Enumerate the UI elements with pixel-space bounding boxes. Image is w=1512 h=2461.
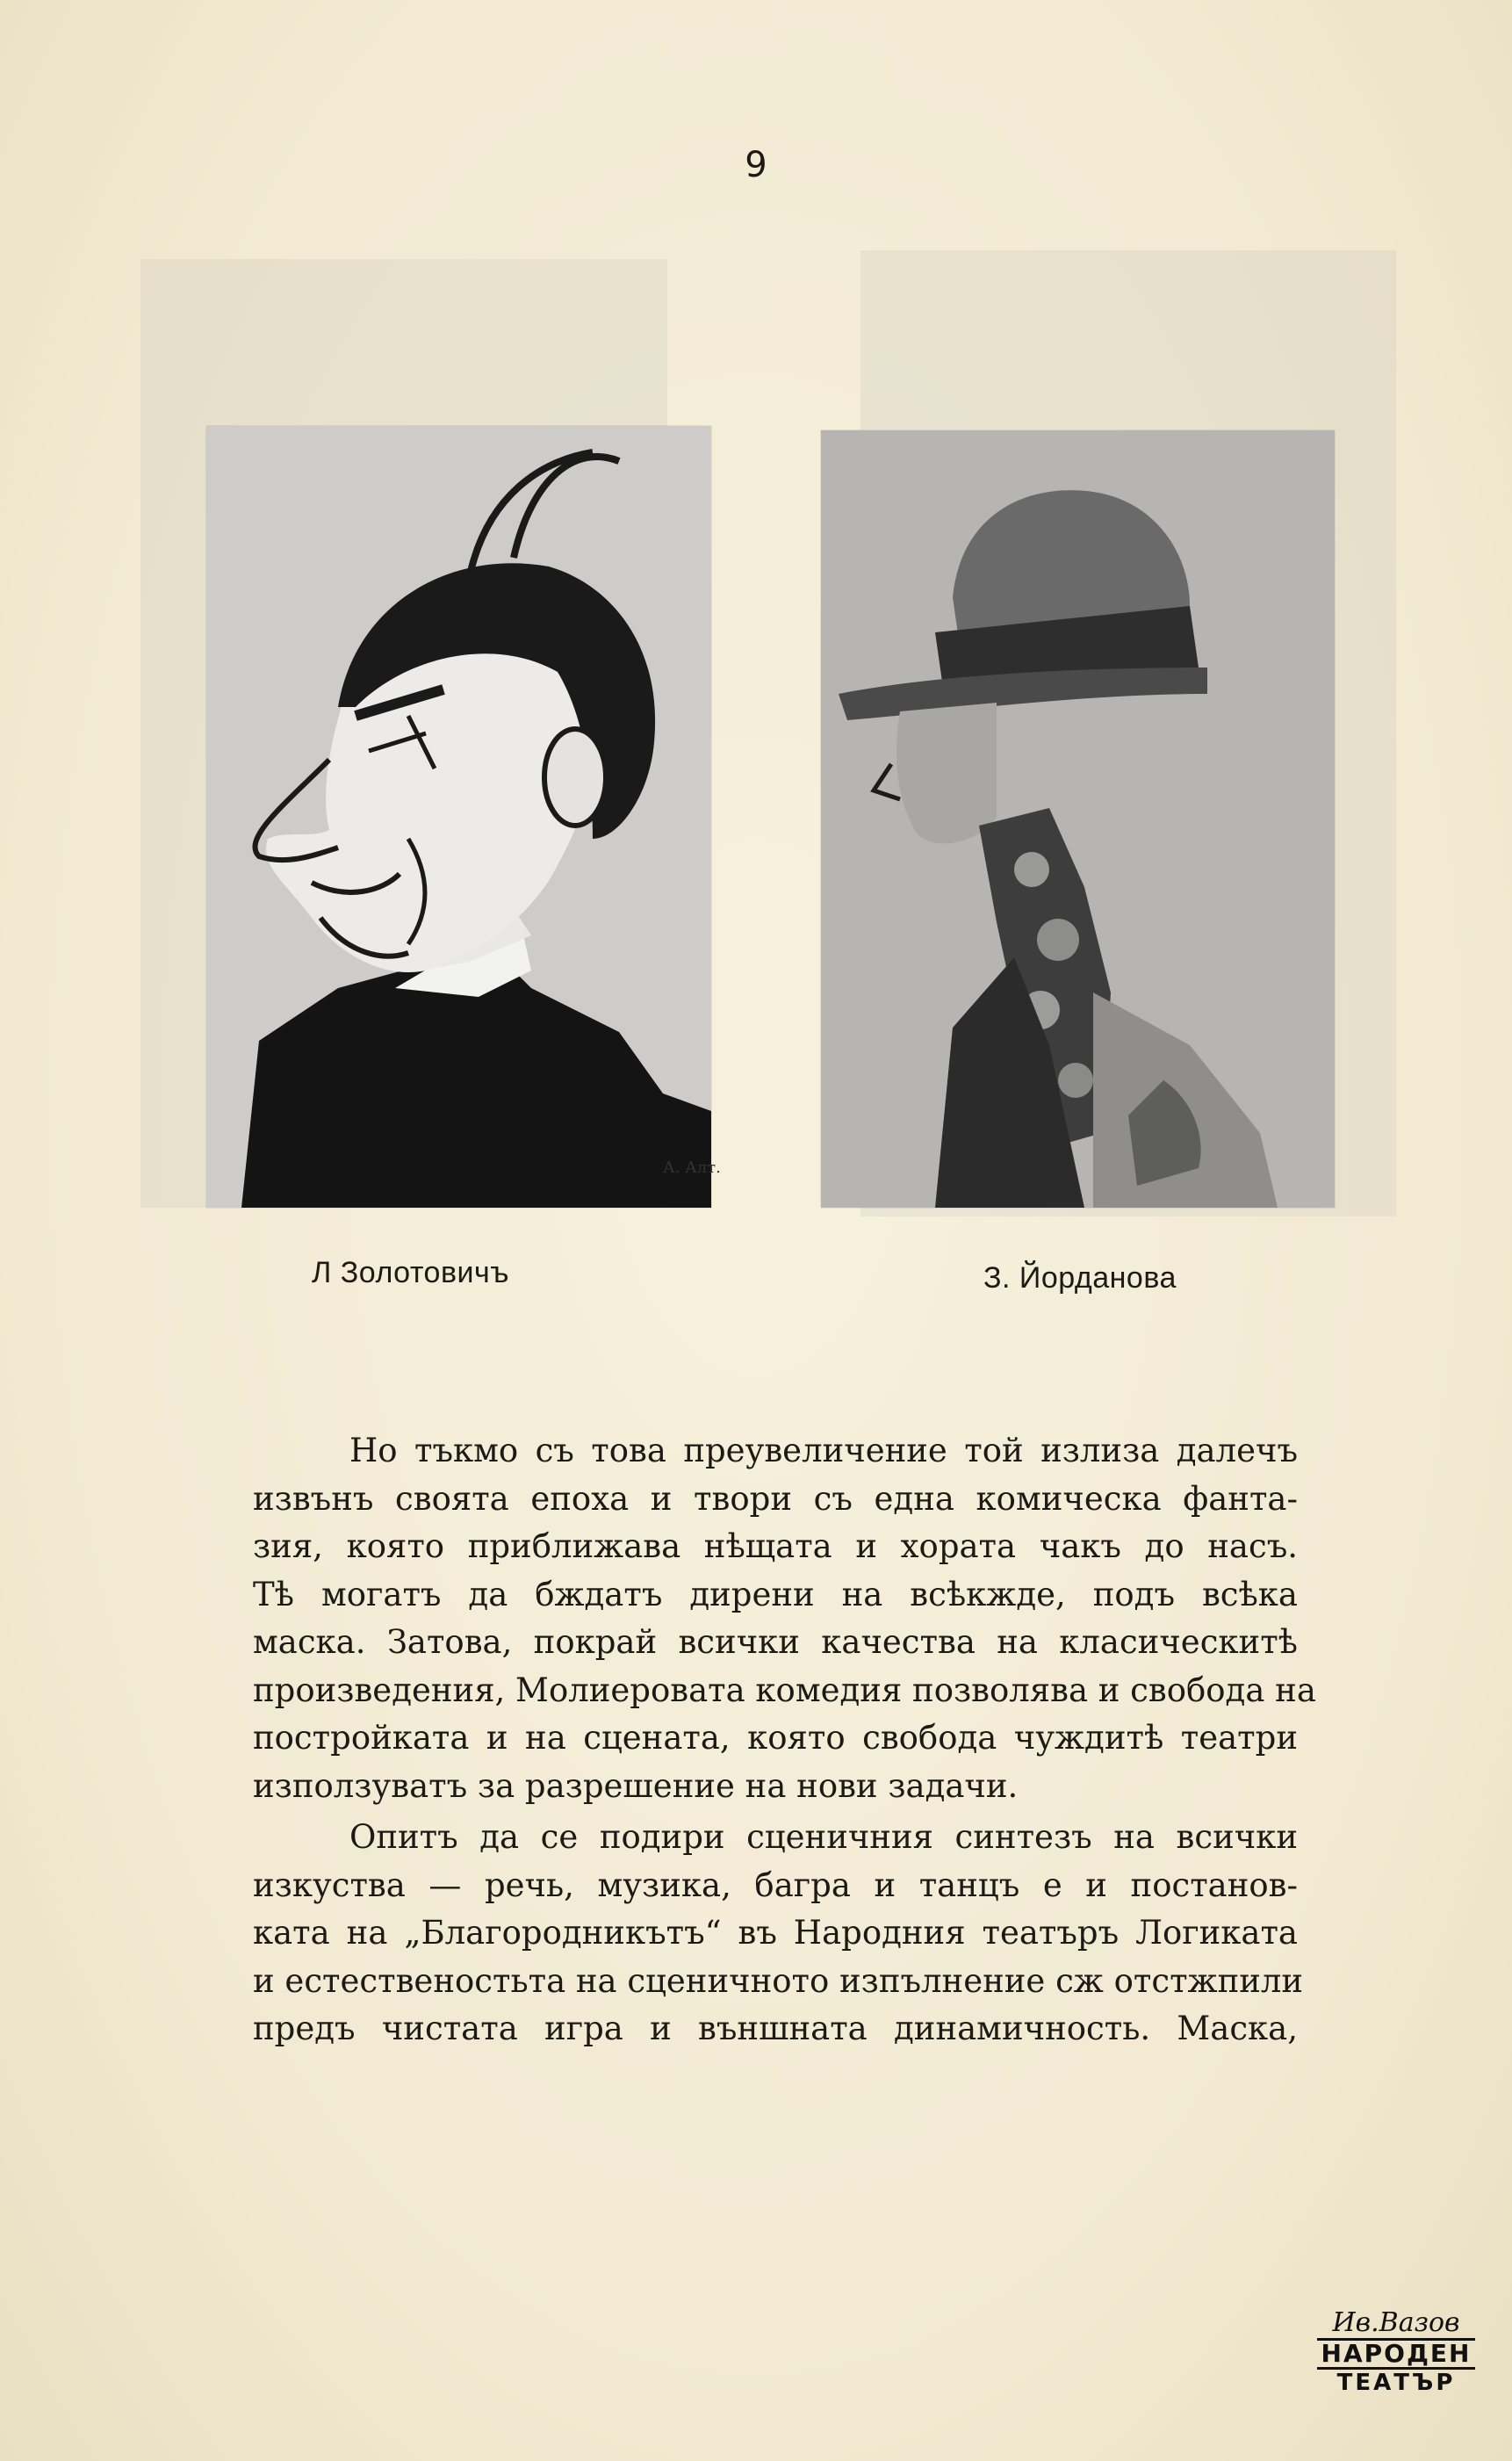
text-line: маска. Затова, покрай всички качества на класическитѣ [253,1623,1298,1661]
text-line: Опитъ да се подири сценичния синтезъ на всички [349,1818,1298,1856]
text-line: извънъ своята епоха и твори съ една комическа фанта- [253,1479,1298,1518]
text-line: постройката и на сцената, която свобода чуждитѣ театри [253,1719,1298,1757]
caricature-man-illustration [206,426,721,1208]
text-line: Но тъкмо съ това преувеличение той излиза далечъ [349,1432,1298,1469]
paragraph [253,1814,1304,2053]
logo-word-line1: НАРОДЕН [1317,2338,1475,2370]
text-line: и естественостьта на сценичното изпълнение сж отстжпили [253,1961,1304,2000]
figure-caption-right: З. Йорданова [983,1261,1177,1295]
text-line: ката на „Благородникътъ“ въ Народния театъръ Логиката [253,1914,1298,1952]
page-number: 9 [745,145,767,185]
artist-signature: А. Алт. [663,1158,721,1177]
text-line: използуватъ за разрешение на нови задачи. [253,1766,1019,1805]
text-line: Тѣ могатъ да бждатъ дирени на всѣкжде, подъ всѣка [253,1575,1298,1613]
caricature-image-left [206,426,721,1208]
text-line: зия, която приближава нѣщата и хората чакъ до насъ. [253,1527,1298,1565]
figure-caption-left: Л Золотовичъ [312,1256,509,1289]
paragraph [253,1427,1316,1810]
national-theatre-logo [1317,2308,1475,2414]
text-line: изкуства — речь, музика, багра и танцъ е и постанов- [253,1866,1298,1904]
logo-script: Ив.Вазов [1332,2307,1460,2338]
body-text [253,1427,1316,2053]
text-line: предъ чистата игра и външната динамичность. Маска, [253,2010,1298,2047]
caricature-woman-illustration [821,430,1335,1208]
text-line: произведения, Молиеровата комедия позволява и свобода на [253,1671,1316,1709]
caricature-image-right [821,430,1335,1208]
logo-word-line2: ТЕАТЪР [1336,2370,1456,2396]
